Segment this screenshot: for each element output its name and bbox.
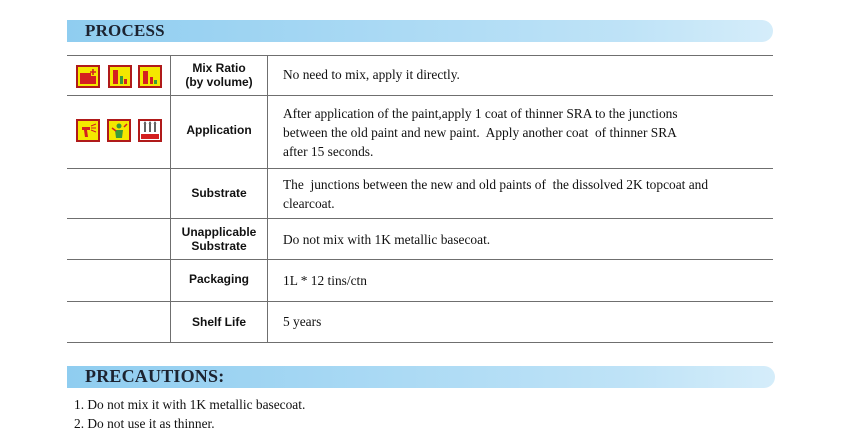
unapplicable-substrate-value: Do not mix with 1K metallic basecoat. [283, 232, 491, 247]
table-rule [67, 95, 773, 96]
unapplicable-substrate-label [172, 225, 266, 253]
packaging-value: 1L * 12 tins/ctn [283, 273, 367, 288]
application-value-line3: after 15 seconds. [283, 144, 374, 159]
mix-ratio-label-line2: (by volume) [185, 75, 253, 89]
precautions-title: PRECAUTIONS: [85, 366, 225, 386]
shelf-life-value: 5 years [283, 314, 322, 329]
application-value-line2: between the old paint and new paint. Apply another coat of thinner SRA [283, 125, 677, 140]
table-rule [67, 218, 773, 219]
table-rule [67, 55, 773, 56]
precautions-header-band [67, 366, 775, 388]
shelf-life-label: Shelf Life [191, 315, 246, 329]
substrate-label: Substrate [191, 186, 247, 200]
table-rule [67, 301, 773, 302]
substrate-value [283, 175, 763, 213]
unapplicable-substrate-label-line1: Unapplicable [181, 225, 257, 239]
paint-can-plus-icon [76, 65, 100, 88]
process-header-band [67, 20, 773, 42]
packaging-label: Packaging [188, 272, 250, 286]
table-column-divider [170, 55, 171, 342]
table-rule [67, 259, 773, 260]
substrate-value-line1: The junctions between the new and old paints of the dissolved 2K topcoat and [283, 177, 709, 192]
mix-ratio-label [172, 61, 266, 89]
unapplicable-substrate-label-line2: Substrate [191, 239, 247, 253]
precaution-item: 2. Do not use it as thinner. [74, 416, 215, 431]
application-label: Application [186, 123, 252, 137]
table-rule [67, 168, 773, 169]
spray-painter-icon [107, 119, 131, 142]
process-title: PROCESS [85, 21, 165, 40]
mix-ratio-value: No need to mix, apply it directly. [283, 67, 460, 82]
precaution-item: 1. Do not mix it with 1K metallic basecoat. [74, 397, 306, 412]
application-value-line1: After application of the paint,apply 1 coat of thinner SRA to the junctions [283, 106, 678, 121]
application-value [283, 104, 763, 161]
spray-gun-icon [76, 119, 100, 142]
bar-ratio-icon [108, 65, 132, 88]
table-column-divider [267, 55, 268, 342]
brush-set-icon [138, 119, 162, 142]
substrate-value-line2: clearcoat. [283, 196, 335, 211]
bar-ratio-small-icon [138, 65, 162, 88]
table-rule [67, 342, 773, 343]
mix-ratio-label-line1: Mix Ratio [192, 61, 246, 75]
